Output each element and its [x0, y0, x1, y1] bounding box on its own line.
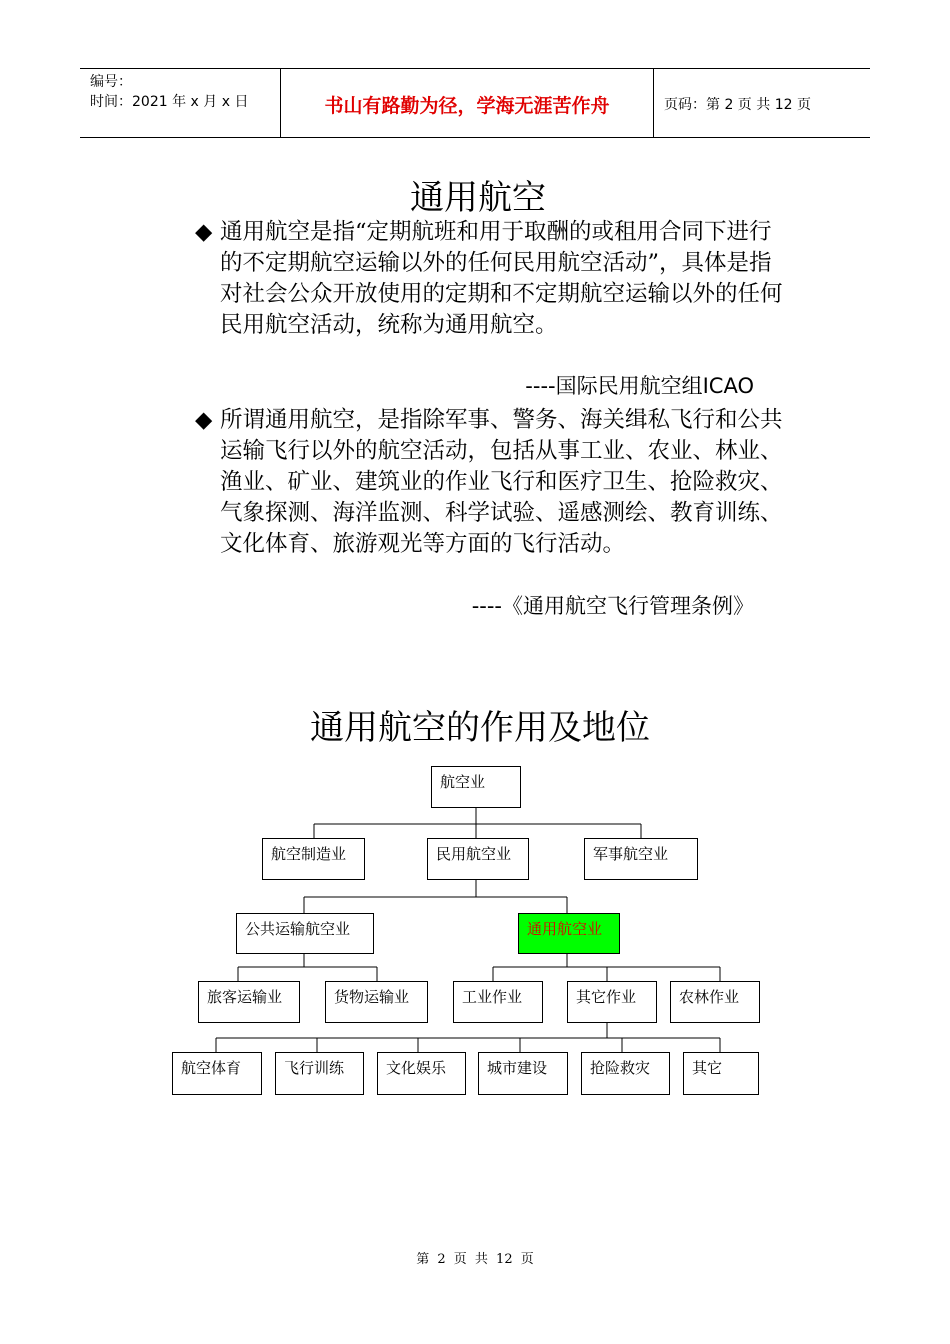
- org-node-level1: 航空制造业: [262, 838, 365, 880]
- page-footer: 第 2 页 共 12 页: [416, 1252, 534, 1267]
- org-node-level4: 飞行训练: [275, 1052, 364, 1095]
- source-citation: ----国际民用航空组ICAO: [525, 374, 754, 398]
- org-node-level4: 其它: [683, 1052, 759, 1095]
- section-title: 通用航空的作用及地位: [310, 708, 650, 748]
- time-label: 时间：2021 年 x 月 x 日: [90, 94, 249, 110]
- bullet-text: 通用航空是指“定期航班和用于取酬的或租用合同下进行的不定期航空运输以外的任何民用航空活动”，具体是指对社会公众开放使用的定期和不定期航空运输以外的任何民用航空活动，统称为通用航空。: [220, 219, 783, 338]
- org-node-level3: 旅客运输业: [198, 981, 300, 1023]
- page-label: 页码：第 2 页 共 12 页: [664, 97, 811, 113]
- diamond-bullet-icon: ◆: [195, 219, 213, 245]
- org-node-level1: 民用航空业: [427, 838, 529, 880]
- org-node-level1: 军事航空业: [584, 838, 698, 880]
- org-node-level3: 其它作业: [567, 981, 657, 1023]
- source-citation: ----《通用航空飞行管理条例》: [471, 594, 754, 618]
- org-node-level4: 文化娱乐: [377, 1052, 466, 1095]
- org-node-level3: 货物运输业: [325, 981, 428, 1023]
- org-node-level3: 农林作业: [670, 981, 760, 1023]
- org-node-level3: 工业作业: [453, 981, 543, 1023]
- org-node-level4: 抢险救灾: [581, 1052, 670, 1095]
- bullet-text: 所谓通用航空，是指除军事、警务、海关缉私飞行和公共运输飞行以外的航空活动，包括从事工业、农业、林业、渔业、矿业、建筑业的作业飞行和医疗卫生、抢险救灾、气象探测、海洋监测、科学试验、遥感测绘、教育训练、文化体育、旅游观光等方面的飞行活动。: [220, 407, 783, 557]
- number-label: 编号：: [90, 74, 132, 90]
- org-node-general-aviation-highlighted: 通用航空业: [518, 913, 620, 954]
- section-title: 通用航空: [410, 178, 546, 218]
- motto: 书山有路勤为径，学海无涯苦作舟: [324, 95, 610, 117]
- org-node-root: 航空业: [431, 766, 521, 808]
- org-node-level4: 航空体育: [172, 1052, 262, 1095]
- diamond-bullet-icon: ◆: [195, 407, 213, 433]
- org-node-level4: 城市建设: [478, 1052, 568, 1095]
- org-node-level2: 公共运输航空业: [236, 913, 374, 954]
